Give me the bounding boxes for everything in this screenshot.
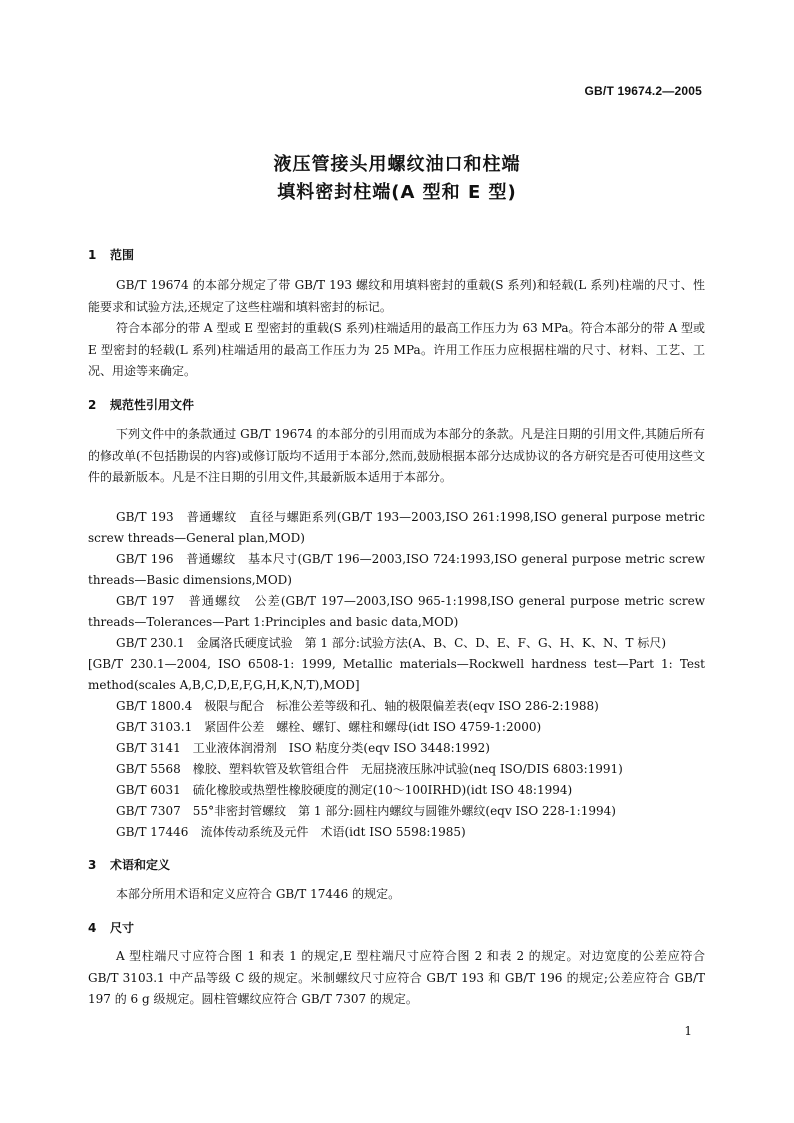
section-3-paragraph-1: 本部分所用术语和定义应符合 GB/T 17446 的规定。 [116,887,401,901]
reference-item: GB/T 230.1 金属洛氏硬度试验 第 1 部分:试验方法(A、B、C、D、E、F、G、H、K、N、T 标尺) [116,636,666,650]
reference-item: GB/T 7307 55°非密封管螺纹 第 1 部分:圆柱内螺纹与圆锥外螺纹(eqv ISO 228-1:1994) [116,804,616,818]
section-title: 尺寸 [110,921,135,935]
document-title-line1: 液压管接头用螺纹油口和柱端 [273,154,521,175]
reference-item: GB/T 193 普通螺纹 直径与螺距系列(GB/T 193—2003,ISO 261:1998,ISO general purpose metric screw threads—General plan,MOD) [88,510,705,545]
section-number: 2 [88,398,97,412]
section-title: 范围 [110,248,135,262]
section-number: 4 [88,921,97,935]
section-3-heading [88,856,170,873]
reference-item: GB/T 196 普通螺纹 基本尺寸(GB/T 196—2003,ISO 724:1993,ISO general purpose metric screw threads—Basic dimensions,MOD) [88,552,705,587]
section-4-paragraph-1: A 型柱端尺寸应符合图 1 和表 1 的规定,E 型柱端尺寸应符合图 2 和表 2 的规定。对边宽度的公差应符合 GB/T 3103.1 中产品等级 C 级的规定。米制螺纹尺寸应符合 GB/T 193 和 GB/T 196 的规定;公差应符合 GB/T 197 的 6 g 级规定。圆柱管螺纹应符合 GB/T 7307 的规定。 [88,949,705,1006]
document-title-line2: 填料密封柱端(A 型和 E 型) [277,182,517,203]
reference-item: GB/T 6031 硫化橡胶或热塑性橡胶硬度的测定(10～100IRHD)(idt ISO 48:1994) [116,783,573,797]
reference-item: GB/T 3103.1 紧固件公差 螺栓、螺钉、螺柱和螺母(idt ISO 4759-1:2000) [116,720,542,734]
section-number: 3 [88,858,97,872]
section-title: 规范性引用文件 [110,398,195,412]
reference-item: GB/T 3141 工业液体润滑剂 ISO 粘度分类(eqv ISO 3448:1992) [116,741,490,755]
section-2-heading [88,396,194,413]
reference-item: GB/T 17446 流体传动系统及元件 术语(idt ISO 5598:1985) [116,825,466,839]
reference-item: GB/T 1800.4 极限与配合 标准公差等级和孔、轴的极限偏差表(eqv ISO 286-2:1988) [116,699,599,713]
section-number: 1 [88,248,97,262]
page-number: 1 [684,1024,692,1038]
reference-item: GB/T 5568 橡胶、塑料软管及软管组合件 无屈挠液压脉冲试验(neq ISO/DIS 6803:1991) [116,762,623,776]
section-2-intro: 下列文件中的条款通过 GB/T 19674 的本部分的引用而成为本部分的条款。凡是注日期的引用文件,其随后所有的修改单(不包括勘误的内容)或修订版均不适用于本部分,然而,鼓励根据本部分达成协议的各方研究是否可使用这些文件的最新版本。凡是不注日期的引用文件,其最新版本适用于本部分。 [88,427,705,484]
reference-item: [GB/T 230.1—2004, ISO 6508-1: 1999, Metallic materials—Rockwell hardness test—Part 1: Test method(scales A,B,C,D,E,F,G,H,K,N,T),MOD] [88,657,705,692]
standard-code: GB/T 19674.2—2005 [584,84,702,98]
section-1-heading [88,246,134,263]
section-1-paragraph-2: 符合本部分的带 A 型或 E 型密封的重载(S 系列)柱端适用的最高工作压力为 63 MPa。符合本部分的带 A 型或 E 型密封的轻载(L 系列)柱端适用的最高工作压力为 25 MPa。许用工作压力应根据柱端的尺寸、材料、工艺、工况、用途等来确定。 [88,321,705,378]
section-1-paragraph-1: GB/T 19674 的本部分规定了带 GB/T 193 螺纹和用填料密封的重载(S 系列)和轻载(L 系列)柱端的尺寸、性能要求和试验方法,还规定了这些柱端和填料密封的标记。 [88,278,705,314]
reference-item: GB/T 197 普通螺纹 公差(GB/T 197—2003,ISO 965-1:1998,ISO general purpose metric screw threads—Tolerances—Part 1:Principles and basic data,MOD) [88,594,705,629]
section-4-heading [88,919,134,936]
section-title: 术语和定义 [110,858,171,872]
